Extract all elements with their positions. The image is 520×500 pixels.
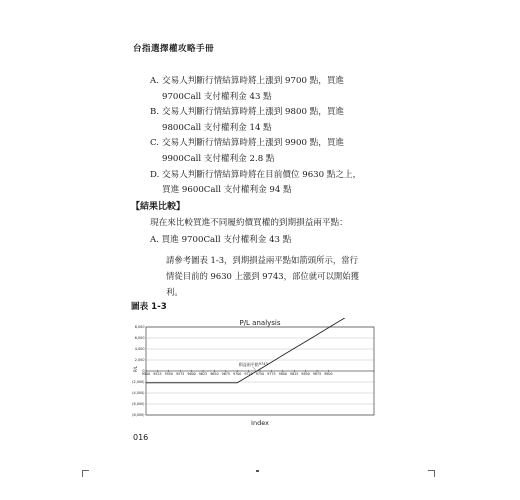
option-item-d	[150, 168, 390, 199]
option-list	[150, 74, 390, 199]
y-tick-label: 8,000	[134, 325, 145, 330]
x-tick-label: 9825	[290, 372, 299, 377]
paragraph-line: 利。	[166, 287, 183, 297]
y-tick-label: (4,000)	[132, 391, 145, 396]
y-tick-label: 6,000	[134, 336, 145, 341]
data-point	[146, 382, 147, 383]
data-point	[260, 369, 261, 370]
option-item-b	[150, 105, 390, 136]
option-text: 9800Call 支付權利金 14 點	[162, 122, 272, 133]
data-point	[191, 382, 192, 383]
x-tick-label: 9700	[233, 372, 242, 377]
x-tick-label: 9775	[267, 372, 276, 377]
data-point	[157, 382, 158, 383]
y-tick-label: 2,000	[134, 358, 145, 363]
x-tick-label: 9575	[176, 372, 185, 377]
y-tick-label: (6,000)	[132, 402, 145, 407]
data-point	[214, 382, 215, 383]
data-point	[271, 362, 272, 363]
option-label: B.	[150, 107, 160, 118]
section-heading: 【結果比較】	[131, 202, 186, 212]
data-point	[203, 382, 204, 383]
breakeven-arrow	[253, 367, 256, 370]
x-tick-label: 9725	[244, 372, 253, 377]
section-intro: 現在來比較買進不同履約價買權的到期損益兩平點：	[150, 218, 348, 228]
data-point	[317, 334, 318, 335]
explanation-paragraph	[166, 252, 386, 300]
option-text: 交易人判斷行情結算時將上漲到 9700 點，買進	[162, 76, 345, 86]
breakeven-value: 9743	[258, 362, 268, 366]
y-tick-label: 0	[142, 369, 145, 374]
paragraph-line: 情從目前的 9630 上漲到 9743，部位就可以開始獲	[166, 271, 359, 281]
data-point	[305, 341, 306, 342]
y-tick-label: 4,000	[134, 347, 145, 352]
option-item-c	[150, 136, 390, 167]
option-text: 9700Call 支付權利金 43 點	[162, 91, 272, 102]
y-tick-label: (8,000)	[132, 413, 145, 418]
x-tick-label: 9850	[301, 372, 310, 377]
x-tick-label: 9875	[312, 372, 322, 377]
option-text: 交易人判斷行情結算時將上漲到 9800 點，買進	[162, 107, 345, 118]
option-text: 買進 9600Call 支付權利金 94 點	[162, 185, 292, 196]
x-tick-label: 9800	[278, 372, 287, 377]
data-point	[237, 382, 238, 383]
option-label: D.	[150, 169, 160, 180]
running-header: 台指選擇權攻略手冊	[133, 44, 215, 54]
data-point	[328, 327, 329, 328]
data-point	[294, 348, 295, 349]
x-axis-label: Index	[251, 419, 269, 427]
paragraph-line: 請參考圖表 1-3，到期損益兩平點如箭頭所示，當行	[166, 255, 359, 265]
option-label: A.	[150, 76, 159, 86]
data-point	[225, 382, 226, 383]
breakeven-annotation: 損益兩平點	[238, 362, 259, 367]
x-tick-label: 9500	[141, 372, 151, 377]
page-number: 016	[133, 433, 149, 442]
data-point	[168, 382, 169, 383]
option-text: 交易人判斷行情結算時將在目前價位 9630 點之上，	[162, 169, 362, 180]
x-tick-label: 9550	[164, 372, 173, 377]
crop-mark	[82, 470, 89, 477]
figure-label: 圖表 1-3	[131, 302, 167, 312]
x-tick-label: 9650	[210, 372, 219, 377]
y-axis-label: P/L	[133, 366, 138, 372]
pl-chart	[124, 318, 386, 430]
chart-title: P/L analysis	[239, 319, 281, 327]
data-point	[282, 355, 283, 356]
x-tick-label: 9675	[221, 372, 230, 377]
x-tick-label: 9625	[198, 372, 208, 377]
y-tick-label: (2,000)	[132, 380, 145, 385]
option-text: 交易人判斷行情結算時將上漲到 9900 點，買進	[162, 138, 345, 149]
crop-mark	[428, 470, 435, 477]
option-text: 9900Call 支付權利金 2.8 點	[162, 153, 275, 164]
x-tick-label: 9525	[153, 372, 162, 377]
comparison-item: A. 買進 9700Call 支付權利金 43 點	[150, 235, 292, 245]
x-tick-label: 9750	[255, 372, 265, 377]
x-tick-label: 9600	[187, 372, 196, 377]
data-point	[180, 382, 181, 383]
crop-mark	[256, 470, 259, 472]
option-label: C.	[150, 138, 160, 149]
x-tick-label: 9900	[324, 372, 333, 377]
option-item-a	[150, 74, 390, 105]
data-point	[339, 321, 340, 322]
data-point	[248, 376, 249, 377]
